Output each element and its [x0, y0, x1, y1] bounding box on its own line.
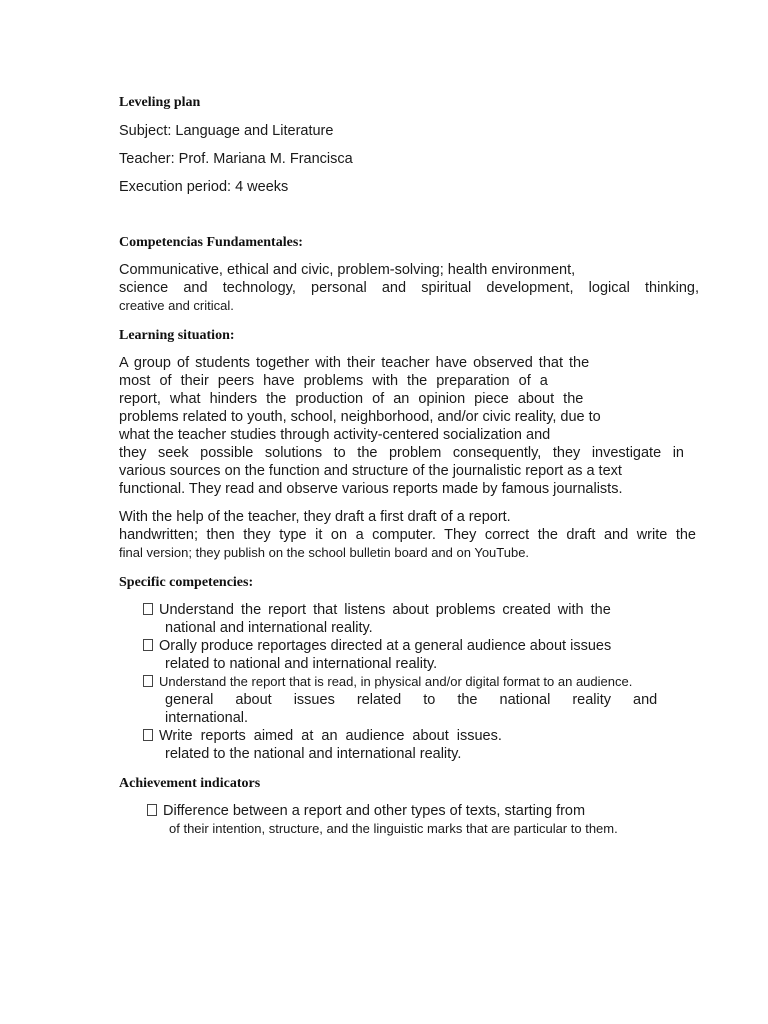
checkbox-bullet-icon — [143, 603, 153, 615]
list-item — [147, 802, 699, 838]
learning-line: With the help of the teacher, they draft a first draft of a report. — [119, 509, 511, 525]
list-item-text: Understand the report that is read, in physical and/or digital format to an audience. — [159, 674, 633, 689]
learning-paragraph-2 — [119, 508, 699, 562]
checkbox-bullet-icon — [143, 729, 153, 741]
specific-list — [119, 601, 699, 763]
subject-line: Subject: Language and Literature — [119, 123, 334, 139]
period-line: Execution period: 4 weeks — [119, 179, 289, 195]
competencias-paragraph — [119, 261, 699, 315]
achievement-list — [119, 802, 699, 838]
learning-line: they seek possible solutions to the problem consequently, they investigate in — [119, 445, 684, 461]
list-item — [143, 601, 699, 637]
list-item-text: of their intention, structure, and the linguistic marks that are particular to them. — [169, 821, 618, 836]
learning-line: problems related to youth, school, neighborhood, and/or civic reality, due to — [119, 409, 601, 425]
list-item-text: national and international reality. — [165, 620, 373, 636]
document-title: Leveling plan — [119, 95, 201, 110]
learning-paragraph-1 — [119, 354, 699, 498]
list-item-text: general about issues related to the national reality and — [165, 692, 658, 708]
learning-line: final version; they publish on the school bulletin board and on YouTube. — [119, 545, 530, 560]
achievement-heading: Achievement indicators — [119, 776, 261, 791]
learning-line: report, what hinders the production of an opinion piece about the — [119, 391, 584, 407]
learning-line: various sources on the function and structure of the journalistic report as a text — [119, 463, 622, 479]
list-item-text: international. — [165, 710, 249, 726]
learning-line: what the teacher studies through activity-centered socialization and — [119, 427, 551, 443]
list-item-text: related to the national and international reality. — [165, 746, 462, 762]
list-item — [143, 673, 699, 727]
list-item-text: Write reports aimed at an audience about issues. — [159, 728, 502, 744]
checkbox-bullet-icon — [147, 804, 157, 816]
learning-line: handwritten; then they type it on a computer. They correct the draft and write the — [119, 527, 696, 543]
teacher-line: Teacher: Prof. Mariana M. Francisca — [119, 151, 353, 167]
specific-heading: Specific competencies: — [119, 575, 254, 590]
learning-line: most of their peers have problems with the preparation of a — [119, 373, 548, 389]
learning-heading: Learning situation: — [119, 328, 235, 343]
competencias-heading: Competencias Fundamentales: — [119, 235, 303, 250]
list-item — [143, 727, 699, 763]
checkbox-bullet-icon — [143, 675, 153, 687]
learning-line: A group of students together with their teacher have observed that the — [119, 355, 590, 371]
learning-line: functional. They read and observe various reports made by famous journalists. — [119, 481, 623, 497]
document-page — [119, 88, 699, 838]
competencias-line: science and technology, personal and spiritual development, logical thinking, — [119, 280, 699, 296]
list-item — [143, 637, 699, 673]
checkbox-bullet-icon — [143, 639, 153, 651]
list-item-text: Orally produce reportages directed at a general audience about issues — [159, 638, 612, 654]
competencias-line: creative and critical. — [119, 298, 234, 313]
competencias-line: Communicative, ethical and civic, problem-solving; health environment, — [119, 262, 576, 278]
list-item-text: related to national and international reality. — [165, 656, 438, 672]
list-item-text: Understand the report that listens about problems created with the — [159, 602, 611, 618]
list-item-text: Difference between a report and other types of texts, starting from — [163, 803, 586, 819]
